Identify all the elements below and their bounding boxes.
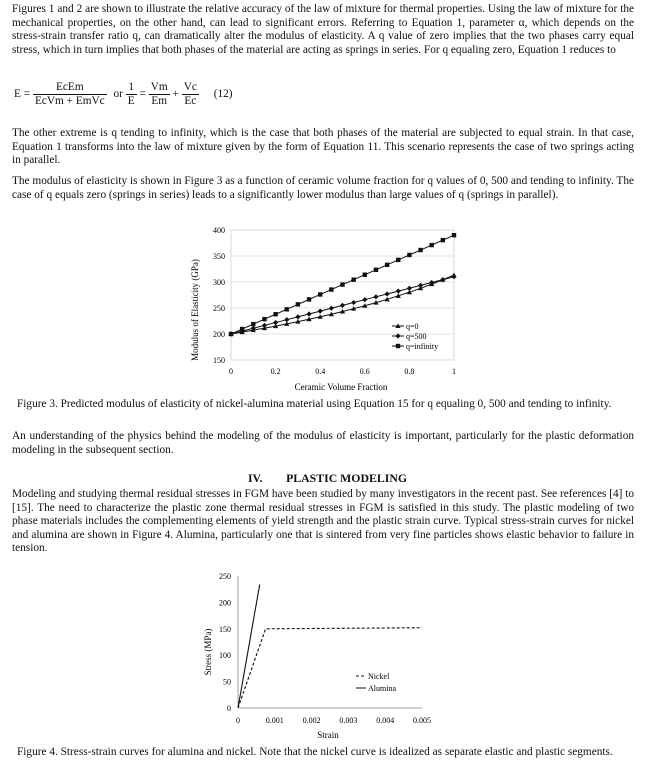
fig3-point-q-infinity (229, 332, 233, 336)
figure-3-chart (186, 222, 486, 394)
fig3-point-q-infinity (340, 282, 344, 286)
fraction-2-numerator: 1 (126, 81, 137, 95)
paragraph-intro: Figures 1 and 2 are shown to illustrate the relative accuracy of the law of mixture for thermal properties. Using the law of mixture for the mechanical properties, on the other hand, can lead to significant errors. Referring to Equation 1, parameter α, which depends on the stress-strain transfer ratio q, can dramatically alter the modulus of elasticity. A q value of zero implies that the two phases carry equal stress, which in turn implies that both phases of the material are acting as springs in series. For q equaling zero, Equation 1 reduces to (12, 3, 634, 56)
fig4-x-tick-label: 0.004 (376, 716, 395, 725)
fig4-x-tick-label: 0.005 (413, 716, 431, 725)
fig3-x-tick-label: 0 (229, 367, 233, 376)
fig4-legend-label: Alumina (368, 684, 396, 693)
fraction-2-denominator: E (127, 95, 135, 107)
fig4-x-tick-label: 0.003 (339, 716, 358, 725)
fig3-y-tick-label: 250 (213, 304, 225, 313)
fig3-y-tick-label: 200 (213, 330, 225, 339)
fig3-point-q-500 (318, 309, 323, 314)
fig4-y-tick-labels (219, 572, 238, 713)
fig3-point-q-500 (284, 317, 289, 322)
fig3-legend (392, 322, 438, 351)
fig3-y-tick-label: 400 (213, 226, 225, 235)
fraction-1-denominator: EcVm + EmVc (34, 95, 105, 107)
fig4-y-tick-label: 150 (219, 624, 231, 634)
fig3-point-q-infinity (363, 273, 367, 277)
paragraph-extreme: The other extreme is q tending to infinity, which is the case that both phases of the material are subjected to equal strain. In that case, Equation 1 transforms into the law of mixture given by the form of Equation 11. This scenario represents the case of two springs acting in parallel. (12, 127, 634, 167)
fig4-y-tick-label: 50 (223, 677, 231, 687)
fig4-x-tick-label: 0.002 (302, 716, 321, 725)
section-heading: IV. PLASTIC MODELING (247, 471, 408, 485)
fig3-point-q-infinity (251, 322, 255, 326)
fig3-series-group (228, 233, 456, 337)
figure-3-caption: Figure 3. Predicted modulus of elasticity of nickel-alumina material using Equation 15 for q equaling 0, 500 and tending to infinity. (17, 398, 612, 410)
fig3-point-q-500 (273, 320, 278, 325)
fig4-x-axis-label: Strain (317, 730, 339, 740)
fraction-3-numerator: Vm (150, 81, 168, 93)
fig3-point-q-infinity (396, 344, 400, 348)
fig3-point-q-500 (329, 306, 334, 311)
fig3-x-tick-label: 1 (452, 367, 456, 376)
fig3-point-q-infinity (273, 312, 277, 316)
fig3-x-tick-labels (229, 367, 456, 376)
fig3-point-q-500 (351, 300, 356, 305)
fig3-point-q-infinity (262, 317, 266, 321)
fig3-x-tick-label: 0.2 (270, 367, 281, 376)
fig3-y-tick-label: 350 (213, 252, 225, 261)
fig3-point-q-500 (385, 291, 390, 296)
fig3-point-q-500 (373, 294, 378, 299)
fig4-x-tick-label: 0 (236, 716, 240, 725)
paragraph-modulus: The modulus of elasticity is shown in Figure 3 as a function of ceramic volume fraction for q values of 0, 500 and tending to infinity. The case of q equals zero (springs in series) leads to a significantly lower modulus than large values of q (springs in parallel). (12, 175, 634, 201)
fig3-point-q-infinity (351, 277, 355, 281)
fig3-point-q-infinity (374, 268, 378, 272)
fig3-point-q-500 (306, 311, 311, 316)
equation-equals: = (139, 88, 146, 101)
fig3-point-q-infinity (329, 287, 333, 291)
fig4-y-axis-label: Stress (MPa) (203, 628, 213, 676)
fig3-y-axis-label: Modulus of Elasticity (GPa) (190, 259, 200, 361)
fig3-point-q-infinity (407, 253, 411, 257)
fig3-point-q-infinity (452, 233, 456, 237)
fig4-alumina-line (238, 584, 260, 708)
fig3-point-q-500 (340, 303, 345, 308)
fig3-point-q-infinity (385, 263, 389, 267)
fig3-x-axis-label: Ceramic Volume Fraction (294, 382, 388, 392)
fig3-point-q-500 (362, 297, 367, 302)
figure-4-caption: Figure 4. Stress-strain curves for alumina and nickel. Note that the nickel curve is idealized as separate elastic and plastic segments. (17, 746, 613, 758)
fig3-point-q-500 (451, 274, 456, 279)
fig4-legend-label: Nickel (368, 672, 390, 681)
fig3-legend-label: q=0 (406, 322, 419, 331)
fig3-x-tick-label: 0.4 (315, 367, 326, 376)
fig3-y-tick-labels (213, 226, 225, 365)
equation-lhs: E = (14, 88, 31, 101)
fraction-3-denominator: Em (151, 95, 168, 107)
figure-4-chart (200, 566, 450, 742)
paragraph-plastic-modeling: Modeling and studying thermal residual stresses in FGM have been studied by many investigators in the recent past. See references [4] to [15]. The need to characterize the plastic zone thermal residual stresses in FGM is satisfied in this study. The plastic modeling of two phase materials includes the complementing elements of yield strength and the plastic strain curve. Typical stress-strain curves for nickel and alumina are shown in Figure 4. Alumina, particularly one that is sintered from very fine particles shows elastic behavior to failure in tension. (12, 488, 634, 555)
fig3-point-q-infinity (418, 248, 422, 252)
equation-fraction-1 (33, 81, 107, 108)
fig4-nickel-line (238, 628, 422, 708)
fig3-point-q-infinity (285, 307, 289, 311)
fig3-legend-label: q=500 (406, 332, 427, 341)
fig3-point-q-infinity (441, 238, 445, 242)
fig3-point-q-infinity (240, 327, 244, 331)
fraction-4-numerator: Vc (183, 81, 197, 93)
equation-plus: + (172, 88, 179, 101)
paragraph-physics: An understanding of the physics behind the modeling of the modulus of elasticity is important, particularly for the plastic deformation modeling in the subsequent section. (12, 430, 634, 456)
fraction-1-numerator: EcEm (33, 81, 107, 95)
fraction-4-denominator: Ec (184, 95, 197, 107)
equation-fraction-3 (149, 81, 170, 108)
equation-fraction-2 (126, 81, 137, 108)
fig3-point-q-infinity (296, 302, 300, 306)
fig3-x-tick-label: 0.6 (359, 367, 370, 376)
fig3-point-q-infinity (318, 292, 322, 296)
equation-12 (14, 81, 233, 108)
fig3-y-tick-label: 300 (213, 278, 225, 287)
fig3-y-tick-label: 150 (213, 356, 225, 365)
equation-fraction-4 (182, 81, 199, 108)
fig4-y-tick-label: 100 (219, 651, 231, 661)
fig4-x-tick-labels (236, 708, 431, 725)
fig4-y-tick-label: 0 (227, 704, 231, 713)
equation-or: or (113, 88, 123, 101)
equation-number: (12) (213, 88, 233, 101)
fig4-y-tick-label: 250 (219, 572, 231, 581)
fig3-point-q-500 (407, 286, 412, 291)
fig3-point-q-infinity (430, 243, 434, 247)
fig4-legend (356, 672, 396, 693)
fig3-x-tick-label: 0.8 (404, 367, 415, 376)
fig4-x-tick-label: 0.001 (265, 716, 284, 725)
fig3-point-q-infinity (307, 297, 311, 301)
fig3-legend-label: q=infinity (406, 342, 439, 351)
fig3-point-q-500 (396, 289, 401, 294)
fig3-point-q-infinity (396, 258, 400, 262)
fig4-y-tick-label: 200 (219, 598, 231, 608)
fig3-point-q-500 (295, 314, 300, 319)
fig3-point-q-500 (262, 323, 267, 328)
